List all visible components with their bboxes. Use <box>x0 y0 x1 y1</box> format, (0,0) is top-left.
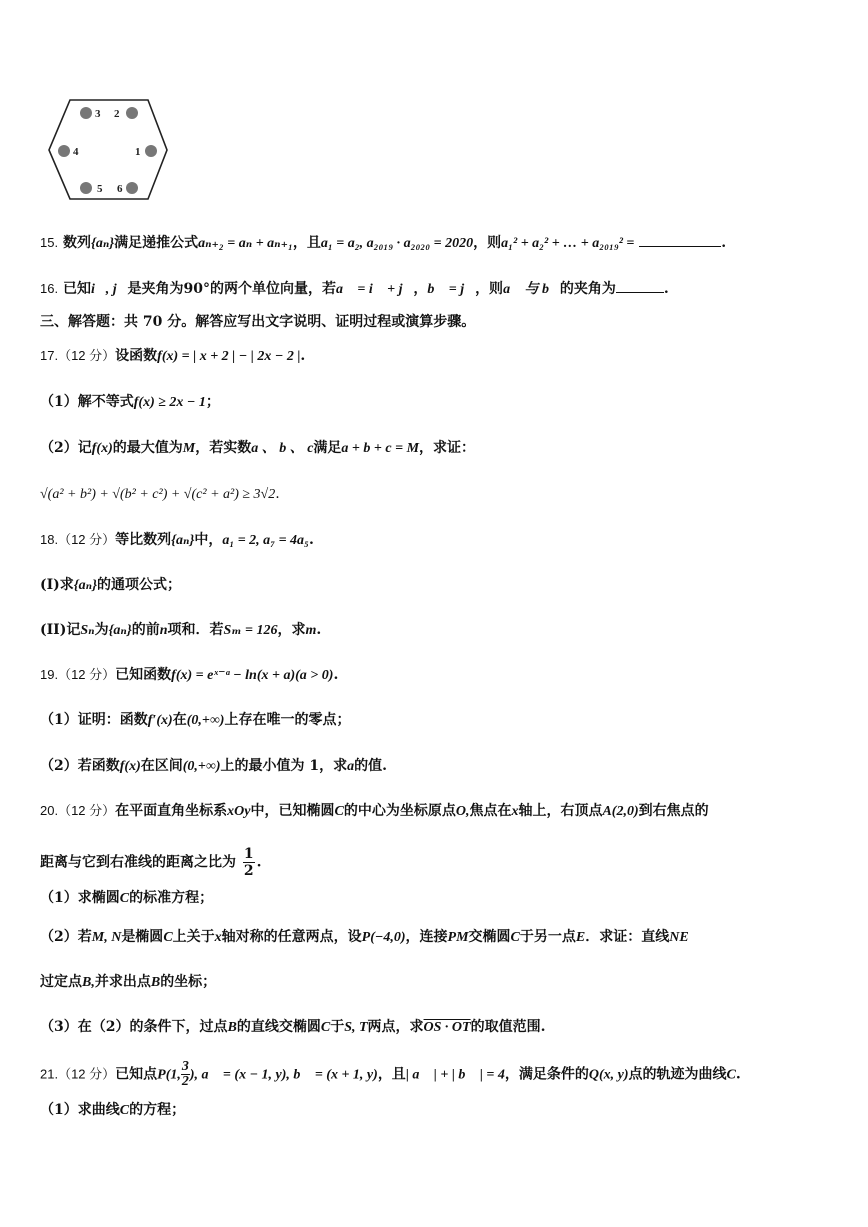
hexagon-figure <box>40 95 180 205</box>
math: {aₙ} <box>90 236 115 251</box>
dot-3 <box>80 107 92 119</box>
text: 设函数 <box>115 348 158 364</box>
math: (0,+∞) <box>182 759 221 774</box>
text: 并求出点 <box>94 974 151 990</box>
text: 记 <box>66 622 81 638</box>
fraction-denominator: 2 <box>243 863 254 879</box>
math: f(x) = eˣ⁻ᵃ − ln(x + a)(a > 0) <box>171 668 334 683</box>
question-19-part-1 <box>40 710 350 731</box>
question-19-part-2 <box>40 756 387 777</box>
text: . <box>256 854 262 871</box>
text: 已知 <box>62 281 91 297</box>
part-label: （1） <box>40 712 78 728</box>
question-17 <box>40 346 305 367</box>
text: 在平面直角坐标系 <box>115 803 228 819</box>
dot-5 <box>80 182 92 194</box>
math: O, <box>455 804 470 819</box>
math: a₁² + a₂² + … + a₂₀₁₉² = <box>501 236 635 251</box>
text: 焦点在 <box>469 803 512 819</box>
text: 的中心为坐标原点 <box>343 803 456 819</box>
question-number: 15. <box>40 235 59 250</box>
text: ，则 <box>473 235 502 251</box>
part-label: （2） <box>40 929 78 945</box>
text: 的坐标； <box>160 974 217 990</box>
math: M, N <box>91 930 122 945</box>
math: Sₘ = 126 <box>223 623 278 638</box>
part-label: (II) <box>40 622 67 638</box>
text: 在 <box>172 712 187 728</box>
text: ，满足条件的 <box>504 1066 589 1083</box>
math: NE <box>669 930 689 945</box>
math: PM <box>447 930 469 945</box>
math: ), a⃗ = (x − 1, y), b⃗ = (x + 1, y) <box>189 1067 378 1083</box>
part-label: (I) <box>40 577 60 593</box>
question-18-part-1 <box>40 575 181 596</box>
math: a⃗ 与 b⃗ <box>503 282 560 297</box>
text: 解不等式 <box>77 394 134 410</box>
math: E <box>575 930 586 945</box>
part-label: （1） <box>40 394 78 410</box>
text: 等比数列 <box>115 532 172 548</box>
question-16 <box>40 278 669 300</box>
text: 若函数 <box>77 758 120 774</box>
dot-label-1: 1 <box>135 146 141 158</box>
question-20 <box>40 801 709 822</box>
question-18 <box>40 530 314 551</box>
question-17-part-2 <box>40 438 475 459</box>
math: Sₙ <box>80 623 95 638</box>
math: (0,+∞) <box>186 713 225 728</box>
text: 上关于 <box>172 929 215 945</box>
text: 项和．若 <box>167 622 224 638</box>
text: 的取值范围. <box>470 1019 546 1035</box>
math: n <box>159 623 168 638</box>
math: B <box>227 1020 237 1035</box>
part-label: （2） <box>40 440 78 456</box>
dot-6 <box>126 182 138 194</box>
math: a 、 b 、 c <box>251 441 314 456</box>
text: 记 <box>77 440 92 456</box>
text: 的通项公式； <box>96 577 181 593</box>
question-15 <box>40 232 726 254</box>
math: {aₙ} <box>171 533 195 548</box>
question-17-inequality <box>40 484 280 505</box>
question-19 <box>40 665 338 686</box>
text: 的最大值为 <box>112 440 183 456</box>
text: ，连接 <box>405 929 448 945</box>
text: ，求证： <box>419 440 476 456</box>
text: ，且 <box>292 235 321 251</box>
math: m <box>305 623 317 638</box>
text: 在（2）的条件下，过点 <box>77 1019 228 1035</box>
math: f′(x) <box>147 713 173 728</box>
dot-label-5: 5 <box>97 183 103 195</box>
text: 过定点 <box>40 974 82 990</box>
text: . <box>721 235 727 251</box>
text: . <box>308 532 314 548</box>
text: ， <box>413 281 428 297</box>
part-label: （3） <box>40 1019 78 1035</box>
answer-blank[interactable] <box>616 278 664 293</box>
text: 距离与它到右准线的距离之比为 <box>40 854 236 871</box>
question-number: 17.（12 分） <box>40 348 116 363</box>
question-21 <box>40 1060 741 1089</box>
math: √(a² + b²) + √(b² + c²) + √(c² + a²) ≥ 3√2 <box>40 487 276 502</box>
text: 满足递推公式 <box>114 235 199 251</box>
text: 已知函数 <box>115 667 172 683</box>
text: 求曲线 <box>77 1102 120 1118</box>
text: 已知点 <box>115 1066 158 1083</box>
text: 的值. <box>354 758 388 774</box>
math: a <box>347 759 355 774</box>
dot-label-4: 4 <box>73 146 79 158</box>
text: . <box>735 1066 741 1083</box>
text: ．求证：直线 <box>585 929 670 945</box>
text: ，则 <box>475 281 504 297</box>
text: 的前 <box>131 622 160 638</box>
answer-blank[interactable] <box>639 232 721 247</box>
text: ，求 <box>277 622 306 638</box>
text: 求椭圆 <box>77 890 120 906</box>
text: ，若实数 <box>195 440 252 456</box>
text: 满足 <box>313 440 342 456</box>
text: 于 <box>330 1019 345 1035</box>
math: x <box>214 930 222 945</box>
question-20-part-1 <box>40 888 213 909</box>
math: {aₙ} <box>73 578 97 593</box>
math: Q(x, y) <box>588 1067 629 1083</box>
question-number: 21.（12 分） <box>40 1066 116 1082</box>
question-number: 18.（12 分） <box>40 532 116 547</box>
math: f(x) <box>91 441 113 456</box>
math: f(x) <box>119 759 141 774</box>
question-18-part-2 <box>40 620 321 641</box>
text: . <box>316 622 322 638</box>
text: 数列 <box>62 235 91 251</box>
dot-4 <box>58 145 70 157</box>
text: . <box>333 667 339 683</box>
math: aₙ₊₂ = aₙ + aₙ₊₁ <box>198 236 293 251</box>
question-number: 20.（12 分） <box>40 803 116 818</box>
text: 点的轨迹为曲线 <box>628 1066 727 1083</box>
text: 中，已知椭圆 <box>250 803 335 819</box>
math: C <box>119 1103 130 1118</box>
math: C <box>334 804 344 819</box>
dot-label-3: 3 <box>95 108 101 120</box>
dot-2 <box>126 107 138 119</box>
question-20-line-2 <box>40 846 262 879</box>
math: B <box>150 975 161 990</box>
dot-label-2: 2 <box>114 108 120 120</box>
math: b⃗ = j⃗ <box>427 282 476 297</box>
text: 中， <box>194 532 223 548</box>
fraction-denominator: 2 <box>181 1074 189 1089</box>
dot-1 <box>145 145 157 157</box>
math: C <box>510 930 520 945</box>
fraction-numerator: 3 <box>181 1059 189 1074</box>
math: B, <box>82 975 95 990</box>
math: xOy <box>227 804 251 819</box>
text: 的直线交椭圆 <box>236 1019 321 1035</box>
question-number: 16. <box>40 281 59 296</box>
text: 到右焦点的 <box>638 803 709 819</box>
text: 是夹角为90°的两个单位向量，若 <box>127 281 336 297</box>
text: 轴上，右顶点 <box>518 803 603 819</box>
text: 在区间 <box>140 758 183 774</box>
math: f(x) = | x + 2 | − | 2x − 2 | <box>157 349 301 364</box>
math: a₁ = 2, a₇ = 4a₅ <box>222 533 309 548</box>
text: . <box>275 486 280 502</box>
math: C <box>163 930 173 945</box>
text: 的方程； <box>129 1102 186 1118</box>
question-20-part-2-line-2 <box>40 972 216 993</box>
math: C <box>320 1020 331 1035</box>
text: 是椭圆 <box>121 929 164 945</box>
text: 上的最小值为 1，求 <box>220 758 348 774</box>
text: 于另一点 <box>519 929 576 945</box>
math: i⃗, j⃗ <box>90 282 128 297</box>
section-heading: 三、解答题：共 70 分。解答应写出文字说明、证明过程或演算步骤。 <box>40 314 476 330</box>
text: 的标准方程； <box>129 890 214 906</box>
dot-label-6: 6 <box>117 183 123 195</box>
math: a₁ = a₂, a₂₀₁₉ · a₂₀₂₀ = 2020 <box>320 236 474 251</box>
fraction <box>181 1060 190 1089</box>
part-label: （1） <box>40 1102 78 1118</box>
math: P(−4,0) <box>361 930 406 945</box>
text: 为 <box>94 622 109 638</box>
math: | a⃗ | + | b⃗ | = 4 <box>405 1067 505 1083</box>
part-label: （2） <box>40 758 78 774</box>
math: f(x) ≥ 2x − 1 <box>133 395 206 410</box>
math: a⃗ = i⃗ + j⃗ <box>336 282 414 297</box>
text: 交椭圆 <box>468 929 511 945</box>
math: M <box>182 441 196 456</box>
math: x <box>511 804 519 819</box>
question-20-part-3 <box>40 1017 545 1038</box>
text: 的夹角为 <box>559 281 616 297</box>
text: 证明：函数 <box>77 712 148 728</box>
text: . <box>300 348 306 364</box>
text: ，且 <box>377 1066 406 1083</box>
math: OS · OT <box>423 1020 471 1035</box>
text: 上存在唯一的零点； <box>224 712 351 728</box>
math: S, T <box>344 1020 368 1035</box>
math: A(2,0) <box>602 804 639 819</box>
text: 轴对称的任意两点，设 <box>221 929 362 945</box>
math: C <box>119 891 130 906</box>
text: 两点，求 <box>367 1019 424 1035</box>
question-17-part-1 <box>40 392 220 413</box>
math: P(1, <box>157 1067 181 1083</box>
text: 求 <box>59 577 74 593</box>
fraction <box>243 846 255 879</box>
question-21-part-1 <box>40 1100 185 1121</box>
part-label: （1） <box>40 890 78 906</box>
question-20-part-2 <box>40 927 689 948</box>
math: C <box>726 1067 736 1083</box>
math: a + b + c = M <box>341 441 420 456</box>
text: ； <box>205 394 220 410</box>
text: 若 <box>77 929 92 945</box>
fraction-numerator: 1 <box>243 846 254 862</box>
question-number: 19.（12 分） <box>40 667 116 682</box>
math: {aₙ} <box>108 623 132 638</box>
text: . <box>663 281 669 297</box>
